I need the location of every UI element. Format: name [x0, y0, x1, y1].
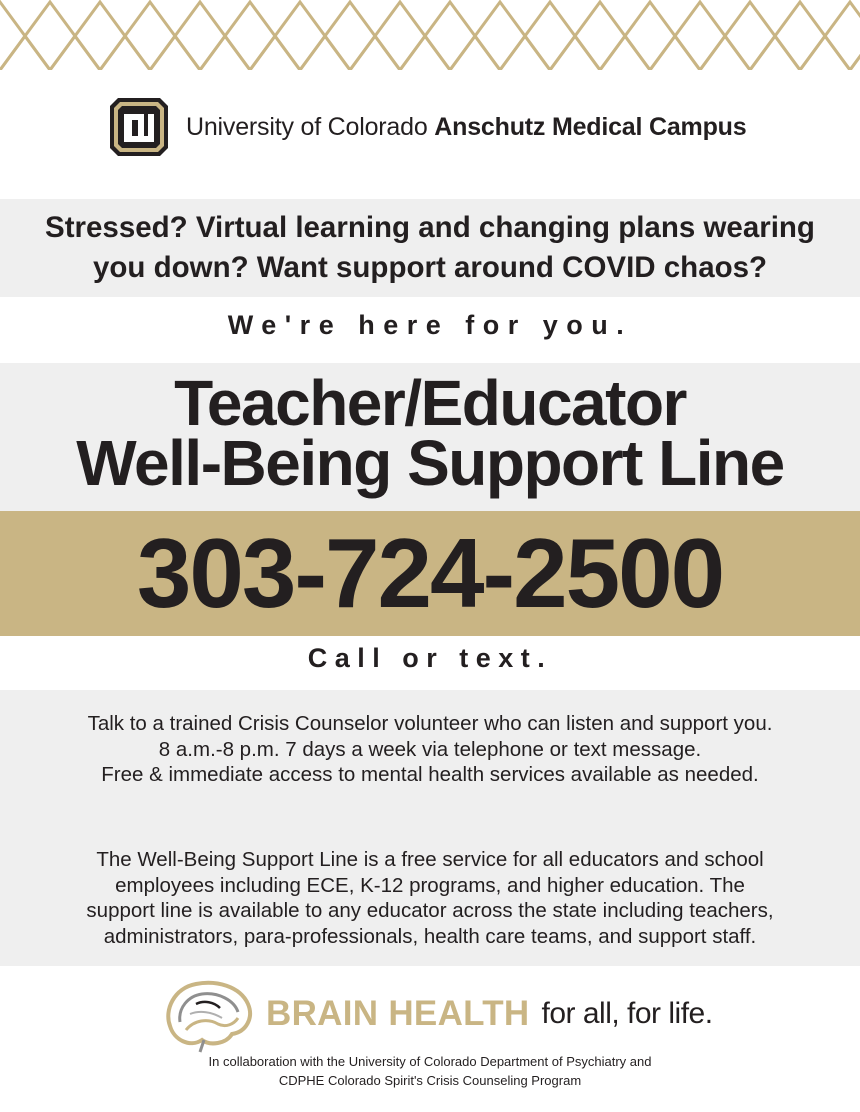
diamond-shape	[0, 36, 50, 70]
diamond-shape	[725, 2, 775, 70]
question-text: Stressed? Virtual learning and changing plans wearing you down? Want support around COVID chaos?	[45, 211, 815, 284]
diamond-shape	[500, 36, 550, 70]
brand-tagline: for all, for life.	[541, 997, 713, 1030]
diamond-shape	[325, 2, 375, 70]
question-band	[0, 199, 860, 297]
diamond-shape	[0, 2, 25, 70]
diamond-shape	[475, 2, 525, 70]
university-name: University of Colorado Anschutz Medical Campus	[186, 112, 747, 141]
brand-name: BRAIN HEALTH	[266, 994, 530, 1033]
university-header	[108, 96, 746, 158]
cu-monogram-icon	[108, 96, 170, 158]
diamond-shape	[100, 36, 150, 70]
diamond-shape	[800, 36, 850, 70]
diamond-shape	[275, 2, 325, 70]
diamond-shape	[650, 36, 700, 70]
diamond-shape	[25, 2, 75, 70]
diamond-shape	[300, 36, 350, 70]
diamond-shape	[250, 36, 300, 70]
diamond-shape	[375, 2, 425, 70]
diamond-shape	[350, 36, 400, 70]
diamond-shape	[850, 36, 860, 70]
diamond-shape	[750, 36, 800, 70]
collaboration-note: In collaboration with the University of Colorado Department of Psychiatry and CDPHE Colorado Spirit's Crisis Counseling Program	[208, 1054, 652, 1088]
diamond-shape	[525, 2, 575, 70]
page-title: Teacher/Educator Well-Being Support Line	[76, 367, 784, 499]
diamond-shape	[175, 2, 225, 70]
phone-band	[0, 511, 860, 636]
diamond-lattice-pattern	[0, 0, 860, 70]
eligibility-description: The Well-Being Support Line is a free service for all educators and school employees including ECE, K-12 programs, and higher education. The support line is available to any educator across the state including teachers, administrators, para-professionals, health care teams, and support staff.	[86, 848, 774, 948]
phone-number[interactable]: 303-724-2500	[136, 518, 724, 628]
here-for-you-text: We're here for you.	[227, 310, 633, 340]
diamond-shape	[700, 36, 750, 70]
diamond-shape	[150, 36, 200, 70]
service-description: Talk to a trained Crisis Counselor volunteer who can listen and support you. 8 a.m.-8 p.m. 7 days a week via telephone or text message. Free & immediate access to mental health services available as needed.	[87, 712, 773, 786]
diamond-shape	[75, 2, 125, 70]
diamond-shape	[575, 2, 625, 70]
call-or-text: Call or text.	[307, 643, 553, 673]
brain-icon	[160, 974, 256, 1054]
brain-health-brand	[160, 970, 713, 1058]
diamond-shape	[450, 36, 500, 70]
diamond-shape	[50, 36, 100, 70]
diamond-shape	[625, 2, 675, 70]
diamond-shape	[775, 2, 825, 70]
diamond-shape	[125, 2, 175, 70]
diamond-shape	[200, 36, 250, 70]
diamond-shape	[425, 2, 475, 70]
title-band	[0, 363, 860, 511]
diamond-shape	[400, 36, 450, 70]
diamond-shape	[225, 2, 275, 70]
info-band	[0, 690, 860, 966]
diamond-shape	[675, 2, 725, 70]
diamond-shape	[550, 36, 600, 70]
diamond-shape	[600, 36, 650, 70]
